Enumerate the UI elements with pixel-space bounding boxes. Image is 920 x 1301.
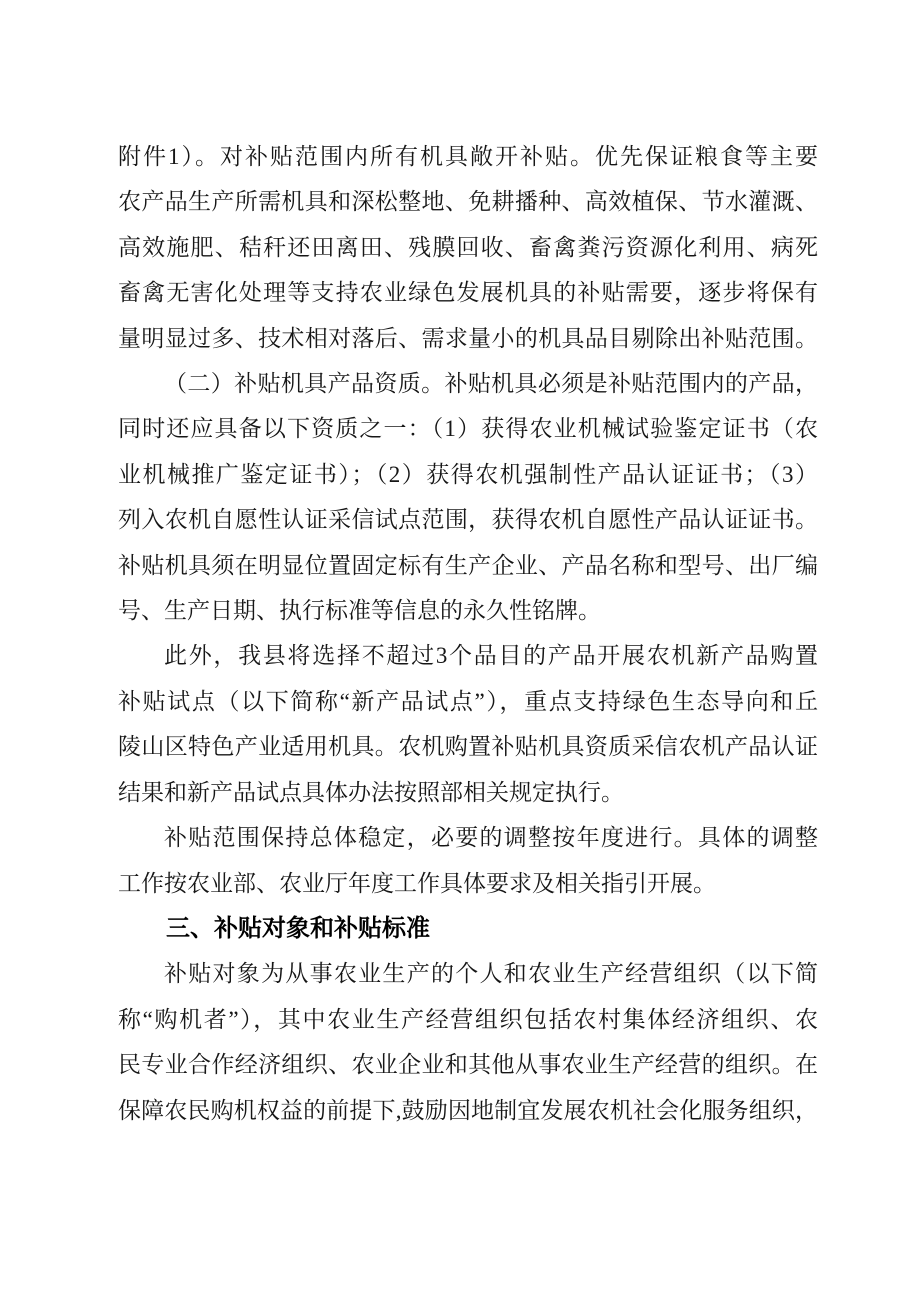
text-line: 量明显过多、技术相对落后、需求量小的机具品目剔除出补贴范围。 — [118, 325, 818, 351]
text-line: 结果和新产品试点具体办法按照部相关规定执行。 — [118, 779, 624, 805]
text-line: 此外，我县将选择不超过3个品目的产品开展农机新产品购置 — [164, 643, 818, 669]
text-line: 业机械推广鉴定证书）；（2）获得农机强制性产品认证证书；（3） — [118, 461, 818, 487]
text-line: 工作按农业部、农业厅年度工作具体要求及相关指引开展。 — [118, 870, 716, 896]
text-line: 高效施肥、秸秆还田离田、残膜回收、畜禽粪污资源化利用、病死 — [118, 234, 818, 260]
text-line: 民专业合作经济组织、农业企业和其他从事农业生产经营的组织。在 — [118, 1052, 818, 1078]
text-line: 附件1）。对补贴范围内所有机具敞开补贴。优先保证粮食等主要 — [118, 144, 818, 169]
text-line: 农产品生产所需机具和深松整地、免耕播种、高效植保、节水灌溉、 — [118, 189, 818, 215]
text-line: 保障农民购机权益的前提下,鼓励因地制宜发展农机社会化服务组织， — [118, 1097, 818, 1123]
document-text-area — [118, 134, 818, 1133]
text-line: 畜禽无害化处理等支持农业绿色发展机具的补贴需要，逐步将保有 — [118, 280, 818, 306]
text-line: 称“购机者”），其中农业生产经营组织包括农村集体经济组织、农 — [118, 1006, 818, 1032]
text-line: 列入农机自愿性认证采信试点范围，获得农机自愿性产品认证证书。 — [118, 507, 818, 533]
text-line: 同时还应具备以下资质之一：（1）获得农业机械试验鉴定证书（农 — [118, 416, 818, 442]
text-line: 陵山区特色产业适用机具。农机购置补贴机具资质采信农机产品认证 — [118, 734, 818, 760]
text-line: 补贴机具须在明显位置固定标有生产企业、产品名称和型号、出厂编 — [118, 552, 818, 578]
text-line: （二）补贴机具产品资质。补贴机具必须是补贴范围内的产品， — [164, 371, 818, 397]
section-heading: 三、补贴对象和补贴标准 — [166, 914, 430, 942]
text-line: 补贴试点（以下简称“新产品试点”），重点支持绿色生态导向和丘 — [118, 688, 818, 714]
text-line: 补贴范围保持总体稳定，必要的调整按年度进行。具体的调整 — [164, 825, 818, 851]
text-line: 号、生产日期、执行标准等信息的永久性铭牌。 — [118, 598, 601, 624]
text-line: 补贴对象为从事农业生产的个人和农业生产经营组织（以下简 — [164, 961, 818, 987]
